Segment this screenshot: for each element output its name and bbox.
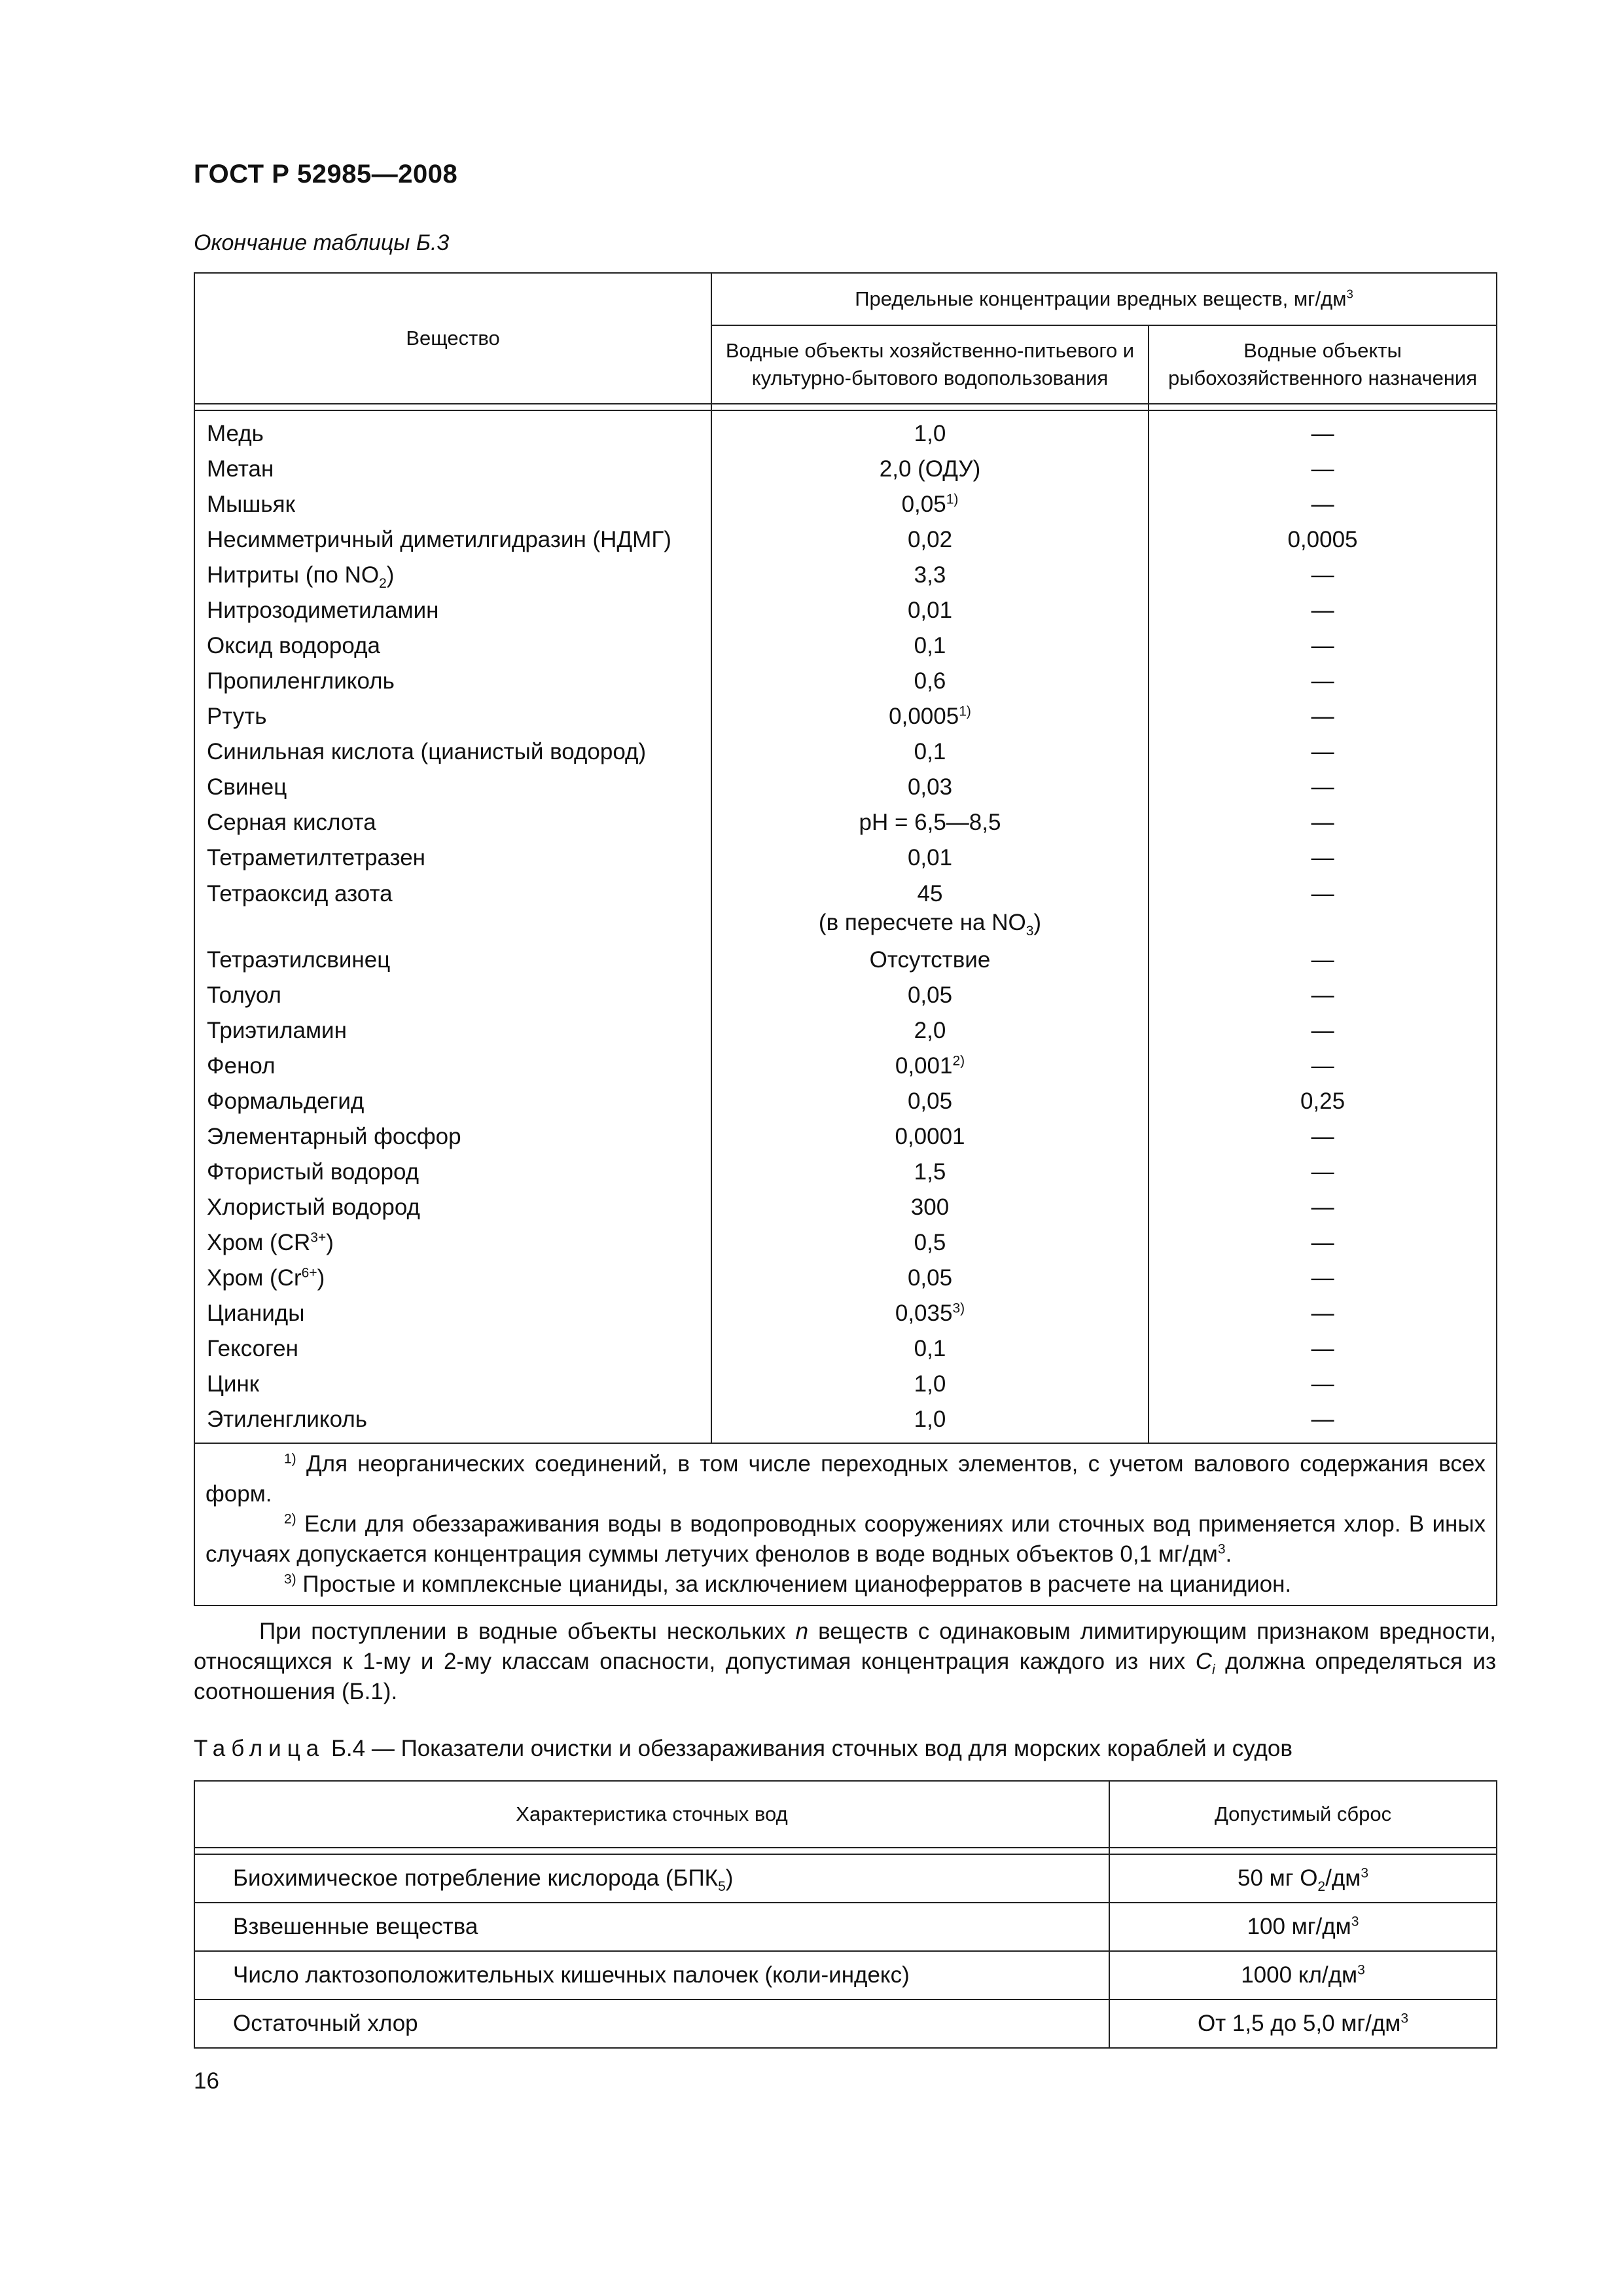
substance-name: Несимметричный диметилгидразин (НДМГ) [194, 522, 711, 558]
substance-name: Триэтиламин [194, 1013, 711, 1049]
substance-name: Фенол [194, 1049, 711, 1084]
substance-name: Цинк [194, 1367, 711, 1402]
fishery-limit: — [1149, 805, 1497, 840]
substance-name: Элементарный фосфор [194, 1119, 711, 1155]
household-limit: 1,0 [711, 1367, 1149, 1402]
household-limit: 0,01 [711, 593, 1149, 628]
substance-name: Мышьяк [194, 487, 711, 522]
household-limit: 45 (в пересчете на $NO_3$) [711, 876, 1149, 942]
fishery-limit: — [1149, 558, 1497, 593]
table-b3-caption: Окончание таблицы Б.3 [194, 230, 450, 255]
fishery-limit: — [1149, 978, 1497, 1013]
household-limit: 1,0 [711, 1402, 1149, 1443]
household-limit: 300 [711, 1190, 1149, 1225]
household-limit: 0,035$^{3)}$ [711, 1296, 1149, 1331]
fishery-limit: 0,0005 [1149, 522, 1497, 558]
table-row [194, 1951, 1497, 2000]
table-row [194, 2000, 1497, 2048]
fishery-limit: — [1149, 840, 1497, 876]
allowed-discharge: От 1,5 до 5,0 $мг/дм^3$ [1109, 2000, 1497, 2048]
household-limit: 0,03 [711, 770, 1149, 805]
table-row [194, 1084, 1497, 1119]
substance-name: Серная кислота [194, 805, 711, 840]
col-header-characteristic: Характеристика сточных вод [194, 1781, 1109, 1848]
fishery-limit: — [1149, 1402, 1497, 1443]
substance-name: Тетраметилтетразен [194, 840, 711, 876]
fishery-limit: — [1149, 1049, 1497, 1084]
household-limit: 0,05$^{1)}$ [711, 487, 1149, 522]
fishery-limit: — [1149, 876, 1497, 942]
substance-name: Метан [194, 452, 711, 487]
household-limit: 0,0005$^{1)}$ [711, 699, 1149, 734]
household-limit: 0,5 [711, 1225, 1149, 1261]
table-row [194, 1261, 1497, 1296]
table-row [194, 1049, 1497, 1084]
household-limit: 0,1 [711, 628, 1149, 664]
household-limit: 3,3 [711, 558, 1149, 593]
substance-name: Оксид водорода [194, 628, 711, 664]
household-limit: 0,1 [711, 734, 1149, 770]
fishery-limit: — [1149, 1296, 1497, 1331]
table-row [194, 1155, 1497, 1190]
substance-name: Толуол [194, 978, 711, 1013]
page-number: 16 [194, 2068, 219, 2094]
fishery-limit: — [1149, 664, 1497, 699]
substance-name: Хлористый водород [194, 1190, 711, 1225]
table-row [194, 558, 1497, 593]
col-header-fishery: Водные объекты рыбохозяйственного назначения [1149, 325, 1497, 404]
household-limit: 0,01 [711, 840, 1149, 876]
table-row [194, 1119, 1497, 1155]
table-row [194, 978, 1497, 1013]
col-header-group: Предельные концентрации вредных веществ, $мг/дм^3$ [711, 273, 1497, 325]
substance-name: Тетраоксид азота [194, 876, 711, 942]
col-header-substance: Вещество [194, 273, 711, 404]
footnote-3: $^{3)}$ Простые и комплексные цианиды, за исключением цианоферратов в расчете на цианидион. [284, 1571, 1292, 1597]
allowed-discharge: 1000 $кл/дм^3$ [1109, 1951, 1497, 2000]
household-limit: 0,05 [711, 978, 1149, 1013]
substance-name: Тетраэтилсвинец [194, 942, 711, 978]
household-limit: 0,0001 [711, 1119, 1149, 1155]
table-row [194, 734, 1497, 770]
wastewater-characteristic: Остаточный хлор [194, 2000, 1109, 2048]
fishery-limit: — [1149, 1155, 1497, 1190]
table-row [194, 876, 1497, 942]
substance-name: Синильная кислота (цианистый водород) [194, 734, 711, 770]
table-row [194, 1367, 1497, 1402]
table-row [194, 1331, 1497, 1367]
substance-name: Нитриты (по $NO_2$) [194, 558, 711, 593]
household-limit: 2,0 (ОДУ) [711, 452, 1149, 487]
col-header-household: Водные объекты хозяйственно-питьевого и культурно-бытового водопользования [711, 325, 1149, 404]
body-paragraph: При поступлении в водные объекты нескольких n веществ с одинаковым лимитирующим признаком вредности, относящихся к 1-му и 2-му классам опасности, допустимая концентрация каждого из них $C_i$ должна определяться из соотношения (Б.1). [194, 1619, 1496, 1704]
household-limit: 0,05 [711, 1261, 1149, 1296]
fishery-limit: — [1149, 487, 1497, 522]
table-row [194, 805, 1497, 840]
household-limit: 0,05 [711, 1084, 1149, 1119]
household-limit: 2,0 [711, 1013, 1149, 1049]
household-limit: Отсутствие [711, 942, 1149, 978]
wastewater-characteristic: Число лактозоположительных кишечных палочек (коли-индекс) [194, 1951, 1109, 2000]
household-limit: 0,1 [711, 1331, 1149, 1367]
household-limit: 1,0 [711, 410, 1149, 452]
table-row [194, 1225, 1497, 1261]
table-row [194, 770, 1497, 805]
table-row [194, 487, 1497, 522]
table-row [194, 410, 1497, 452]
table-b4-caption: Таблица Б.4 — Показатели очистки и обеззараживания сточных вод для морских кораблей и судов [194, 1736, 1293, 1761]
fishery-limit: — [1149, 699, 1497, 734]
fishery-limit: — [1149, 1331, 1497, 1367]
footnote-2: $^{2)}$ Если для обеззараживания воды в водопроводных сооружениях или сточных вод применяется хлор. В иных случаях допускается концентрация суммы летучих фенолов в воде водных объектов 0,1 $мг/дм^3$. [205, 1511, 1486, 1567]
household-limit: 0,02 [711, 522, 1149, 558]
table-row [194, 628, 1497, 664]
substance-name: Хром $(CR^{3+})$ [194, 1225, 711, 1261]
table-row [194, 664, 1497, 699]
table-row [194, 942, 1497, 978]
fishery-limit: — [1149, 1367, 1497, 1402]
table-row [194, 699, 1497, 734]
footnote-1: $^{1)}$ Для неорганических соединений, в том числе переходных элементов, с учетом валового содержания всех форм. [205, 1451, 1486, 1507]
table-b3 [194, 272, 1497, 1606]
fishery-limit: — [1149, 942, 1497, 978]
fishery-limit: — [1149, 1013, 1497, 1049]
col-header-limit: Допустимый сброс [1109, 1781, 1497, 1848]
household-limit: 1,5 [711, 1155, 1149, 1190]
fishery-limit: — [1149, 593, 1497, 628]
substance-name: Пропиленгликоль [194, 664, 711, 699]
table-row [194, 1013, 1497, 1049]
fishery-limit: — [1149, 770, 1497, 805]
substance-name: Нитрозодиметиламин [194, 593, 711, 628]
fishery-limit: — [1149, 410, 1497, 452]
household-limit: 0,001$^{2)}$ [711, 1049, 1149, 1084]
table-b3-footnotes [194, 1443, 1497, 1605]
wastewater-characteristic: Биохимическое потребление кислорода $(БПК_5)$ [194, 1854, 1109, 1903]
substance-name: Формальдегид [194, 1084, 711, 1119]
fishery-limit: — [1149, 1225, 1497, 1261]
substance-name: Цианиды [194, 1296, 711, 1331]
fishery-limit: 0,25 [1149, 1084, 1497, 1119]
table-b4 [194, 1780, 1497, 2049]
household-limit: 0,6 [711, 664, 1149, 699]
substance-name: Медь [194, 410, 711, 452]
table-row [194, 1903, 1497, 1951]
substance-name: Свинец [194, 770, 711, 805]
fishery-limit: — [1149, 734, 1497, 770]
table-row [194, 1190, 1497, 1225]
substance-name: Гексоген [194, 1331, 711, 1367]
allowed-discharge: 50 мг $О_2/дм^3$ [1109, 1854, 1497, 1903]
fishery-limit: — [1149, 1261, 1497, 1296]
table-row [194, 452, 1497, 487]
table-row [194, 522, 1497, 558]
fishery-limit: — [1149, 1190, 1497, 1225]
table-row [194, 1402, 1497, 1443]
allowed-discharge: 100 $мг/дм^3$ [1109, 1903, 1497, 1951]
substance-name: Фтористый водород [194, 1155, 711, 1190]
table-row [194, 1296, 1497, 1331]
table-row [194, 593, 1497, 628]
substance-name: Ртуть [194, 699, 711, 734]
document-title: ГОСТ Р 52985—2008 [194, 160, 458, 188]
fishery-limit: — [1149, 452, 1497, 487]
table-row [194, 840, 1497, 876]
fishery-limit: — [1149, 628, 1497, 664]
household-limit: pH = 6,5—8,5 [711, 805, 1149, 840]
substance-name: Хром $(Cr^{6+})$ [194, 1261, 711, 1296]
table-row [194, 1854, 1497, 1903]
substance-name: Этиленгликоль [194, 1402, 711, 1443]
fishery-limit: — [1149, 1119, 1497, 1155]
wastewater-characteristic: Взвешенные вещества [194, 1903, 1109, 1951]
